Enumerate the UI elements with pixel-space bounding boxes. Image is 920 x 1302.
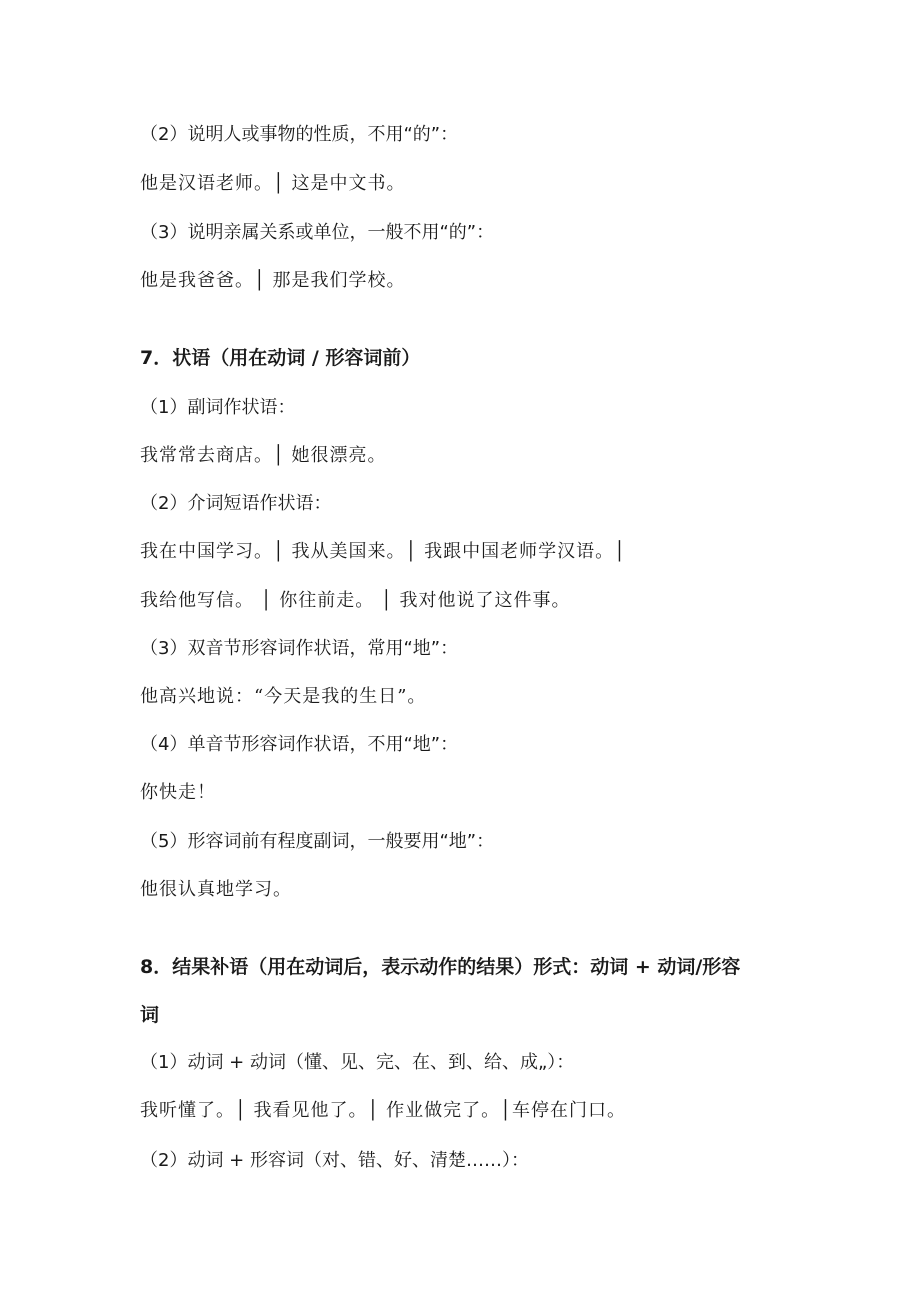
example-6-3: 他是我爸爸。│ 那是我们学校。: [140, 270, 406, 291]
example-7-4: 你快走！: [140, 782, 216, 803]
example-8-1: 我听懂了。│ 我看见他了。│ 作业做完了。│车停在门口。: [140, 1100, 626, 1121]
rule-7-4: （4）单音节形容词作状语，不用“地”：: [140, 734, 459, 755]
example-6-2: 他是汉语老师。│ 这是中文书。: [140, 173, 406, 194]
section-8-heading-cont: 词: [140, 1004, 160, 1026]
rule-8-1: （1）动词 + 动词（懂、见、完、在、到、给、成„）：: [140, 1052, 575, 1073]
example-7-2b: 我给他写信。 │ 你往前走。 │ 我对他说了这件事。: [140, 590, 571, 611]
section-8-heading: 8．结果补语（用在动词后，表示动作的结果）形式：动词 + 动词/形容: [140, 956, 741, 978]
rule-6-2: （2）说明人或事物的性质，不用“的”：: [140, 124, 459, 145]
example-7-1: 我常常去商店。│ 她很漂亮。: [140, 445, 387, 466]
rule-7-5: （5）形容词前有程度副词，一般要用“地”：: [140, 831, 495, 852]
rule-7-2: （2）介词短语作状语：: [140, 493, 332, 514]
rule-7-3: （3）双音节形容词作状语，常用“地”：: [140, 638, 459, 659]
section-7-heading: 7．状语（用在动词 / 形容词前）: [140, 347, 421, 369]
rule-8-2: （2）动词 + 形容词（对、错、好、清楚……）：: [140, 1150, 529, 1171]
rule-6-3: （3）说明亲属关系或单位，一般不用“的”：: [140, 222, 495, 243]
example-7-5: 他很认真地学习。: [140, 879, 292, 900]
example-7-2a: 我在中国学习。│ 我从美国来。│ 我跟中国老师学汉语。│: [140, 541, 626, 562]
rule-7-1: （1）副词作状语：: [140, 397, 296, 418]
example-7-3: 他高兴地说：“今天是我的生日”。: [140, 686, 427, 707]
